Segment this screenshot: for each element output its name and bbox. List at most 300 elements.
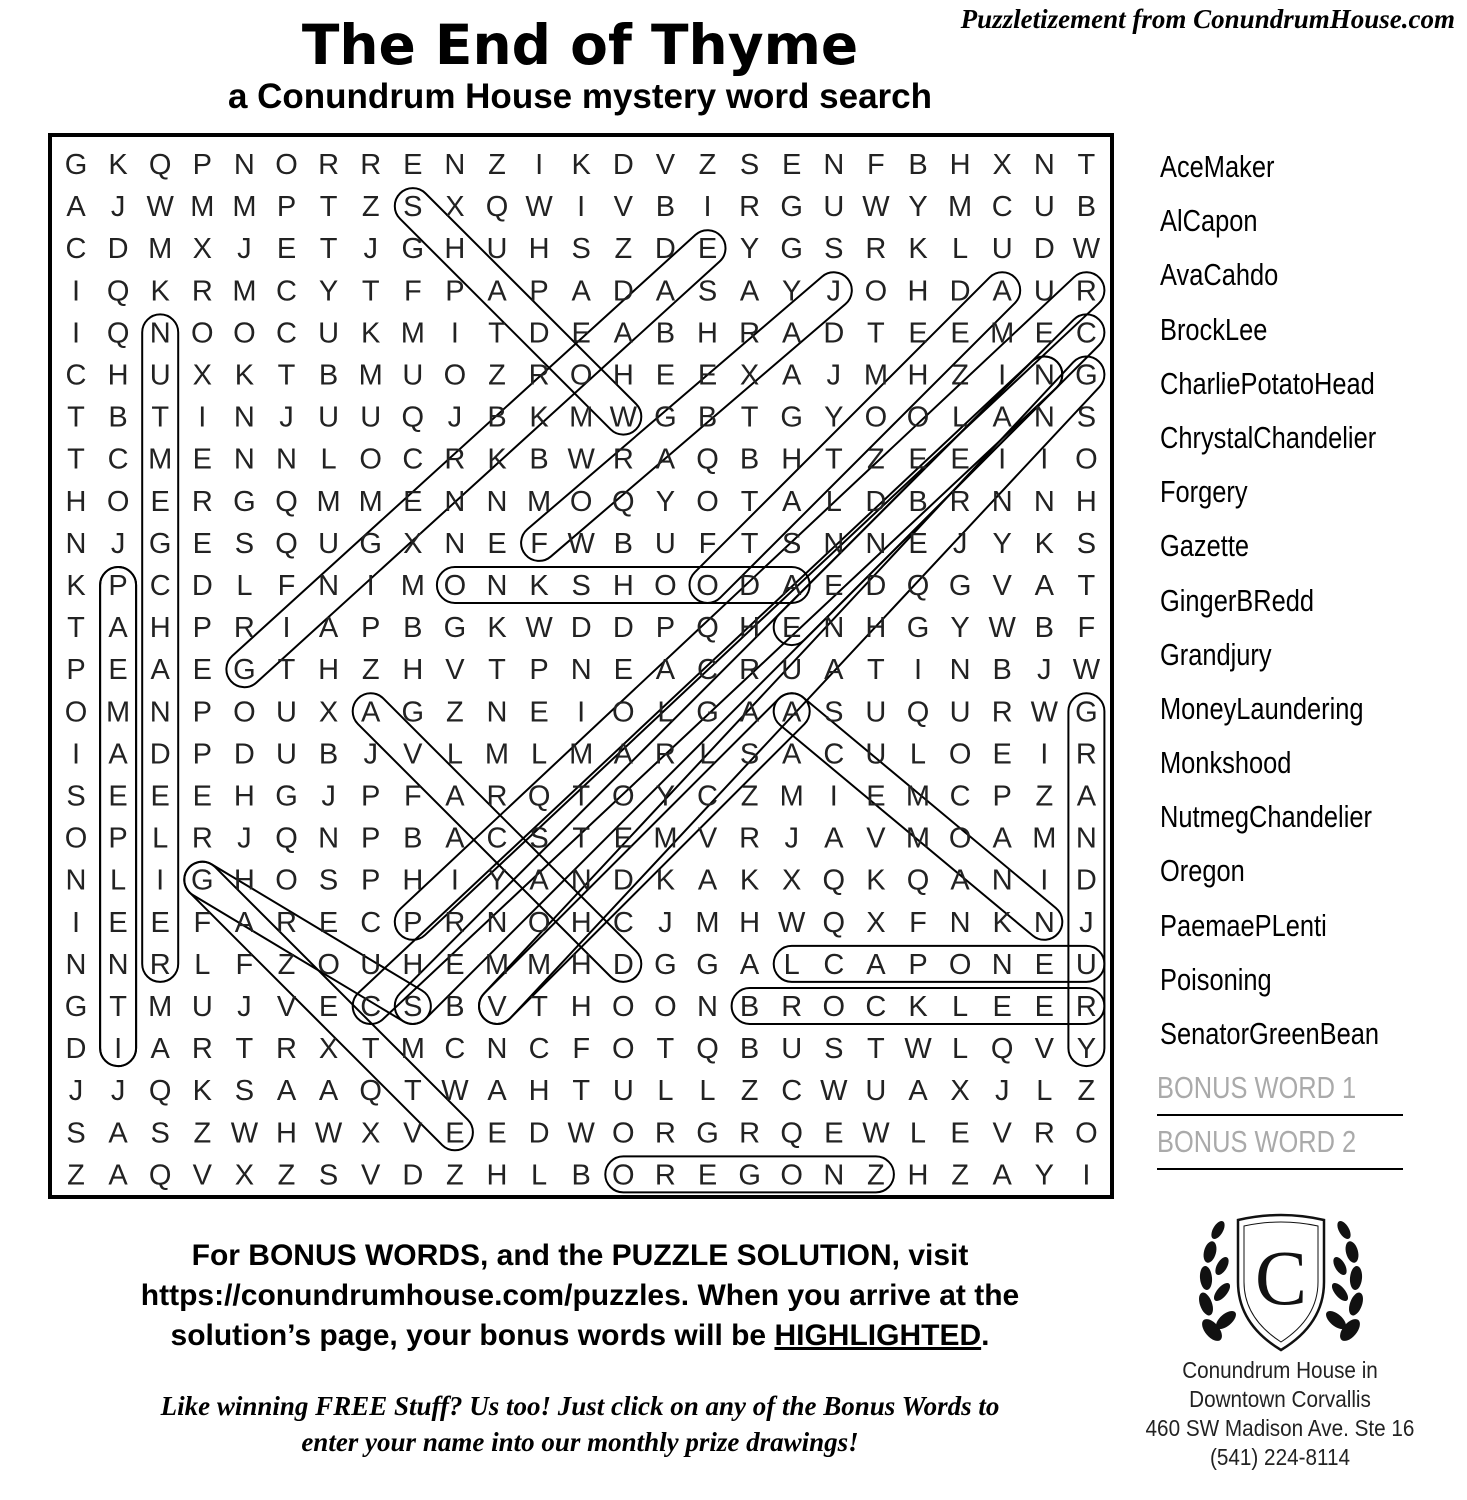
grid-letter[interactable]: T: [67, 401, 85, 434]
grid-letter[interactable]: A: [1076, 780, 1097, 813]
grid-letter[interactable]: U: [781, 1033, 803, 1066]
grid-letter[interactable]: N: [486, 570, 508, 602]
grid-letter[interactable]: I: [114, 1033, 123, 1066]
grid-letter[interactable]: J: [826, 275, 842, 308]
grid-letter[interactable]: T: [488, 654, 506, 687]
grid-letter[interactable]: E: [655, 359, 676, 392]
grid-letter[interactable]: B: [655, 191, 676, 224]
grid-letter[interactable]: E: [192, 527, 212, 560]
grid-letter[interactable]: L: [1036, 1075, 1053, 1108]
grid-letter[interactable]: E: [403, 149, 423, 181]
grid-letter[interactable]: C: [528, 1033, 550, 1066]
grid-letter[interactable]: H: [233, 780, 255, 813]
grid-letter[interactable]: D: [612, 612, 634, 645]
grid-letter[interactable]: N: [991, 864, 1013, 897]
grid-letter[interactable]: M: [905, 822, 931, 855]
grid-letter[interactable]: N: [1033, 906, 1055, 939]
grid-letter[interactable]: M: [148, 443, 173, 476]
grid-letter[interactable]: J: [237, 991, 252, 1023]
grid-letter[interactable]: I: [1040, 738, 1049, 771]
grid-letter[interactable]: D: [739, 570, 761, 602]
grid-letter[interactable]: Z: [361, 191, 380, 224]
grid-letter[interactable]: G: [696, 1117, 719, 1150]
grid-letter[interactable]: E: [529, 696, 549, 729]
grid-letter[interactable]: B: [318, 359, 339, 392]
grid-letter[interactable]: N: [233, 401, 255, 434]
grid-letter[interactable]: Q: [822, 864, 846, 897]
grid-letter[interactable]: Q: [822, 906, 846, 939]
grid-letter[interactable]: E: [824, 1117, 844, 1150]
grid-letter[interactable]: X: [192, 233, 212, 266]
grid-letter[interactable]: M: [779, 780, 804, 813]
grid-letter[interactable]: C: [149, 570, 171, 602]
grid-letter[interactable]: W: [230, 1117, 259, 1150]
grid-letter[interactable]: H: [276, 1117, 297, 1150]
grid-letter[interactable]: J: [110, 191, 126, 224]
grid-letter[interactable]: E: [571, 317, 591, 350]
grid-letter[interactable]: E: [318, 991, 339, 1023]
grid-letter[interactable]: P: [66, 654, 86, 687]
grid-letter[interactable]: T: [361, 275, 380, 308]
grid-letter[interactable]: D: [949, 275, 971, 308]
grid-letter[interactable]: H: [697, 317, 718, 350]
grid-letter[interactable]: Z: [446, 1159, 464, 1192]
grid-letter[interactable]: C: [486, 822, 508, 855]
grid-letter[interactable]: O: [64, 696, 88, 729]
grid-letter[interactable]: S: [403, 991, 423, 1023]
grid-letter[interactable]: Q: [148, 1075, 172, 1108]
grid-letter[interactable]: V: [487, 991, 507, 1023]
grid-letter[interactable]: D: [528, 1117, 550, 1150]
grid-letter[interactable]: K: [150, 275, 170, 308]
grid-letter[interactable]: E: [150, 780, 170, 813]
grid-letter[interactable]: W: [1030, 696, 1058, 729]
grid-letter[interactable]: O: [191, 317, 214, 350]
grid-letter[interactable]: M: [527, 948, 552, 981]
grid-letter[interactable]: J: [1079, 906, 1094, 939]
grid-letter[interactable]: O: [569, 359, 593, 392]
grid-letter[interactable]: W: [314, 1117, 343, 1150]
grid-letter[interactable]: L: [657, 696, 674, 729]
grid-letter[interactable]: K: [108, 149, 128, 181]
grid-letter[interactable]: A: [782, 317, 802, 350]
grid-letter[interactable]: R: [318, 149, 340, 181]
grid-letter[interactable]: V: [403, 738, 423, 771]
grid-letter[interactable]: S: [697, 275, 718, 308]
grid-letter[interactable]: M: [232, 191, 257, 224]
grid-letter[interactable]: N: [276, 443, 297, 476]
grid-letter[interactable]: A: [992, 1159, 1012, 1192]
grid-letter[interactable]: S: [739, 149, 760, 181]
grid-letter[interactable]: A: [782, 738, 802, 771]
grid-letter[interactable]: Q: [275, 485, 298, 518]
grid-letter[interactable]: R: [486, 780, 508, 813]
grid-letter[interactable]: H: [402, 864, 424, 897]
grid-letter[interactable]: E: [445, 948, 465, 981]
grid-letter[interactable]: Z: [867, 1159, 885, 1192]
grid-letter[interactable]: A: [318, 1075, 339, 1108]
grid-letter[interactable]: H: [907, 1159, 929, 1192]
grid-letter[interactable]: A: [950, 864, 970, 897]
grid-letter[interactable]: B: [108, 401, 128, 434]
grid-letter[interactable]: G: [275, 780, 298, 813]
grid-letter[interactable]: E: [908, 443, 928, 476]
grid-letter[interactable]: N: [1033, 401, 1055, 434]
grid-letter[interactable]: M: [148, 233, 173, 266]
grid-letter[interactable]: E: [192, 780, 212, 813]
grid-letter[interactable]: G: [233, 485, 256, 518]
grid-letter[interactable]: H: [781, 443, 803, 476]
grid-letter[interactable]: X: [361, 1117, 381, 1150]
grid-letter[interactable]: X: [992, 149, 1012, 181]
grid-letter[interactable]: D: [107, 233, 129, 266]
grid-letter[interactable]: D: [149, 738, 171, 771]
grid-letter[interactable]: O: [233, 696, 256, 729]
grid-letter[interactable]: H: [402, 948, 424, 981]
grid-letter[interactable]: K: [571, 149, 591, 181]
grid-letter[interactable]: N: [486, 1033, 508, 1066]
grid-letter[interactable]: E: [908, 527, 928, 560]
grid-letter[interactable]: A: [108, 1117, 128, 1150]
grid-letter[interactable]: U: [360, 948, 382, 981]
grid-letter[interactable]: H: [402, 654, 424, 687]
grid-letter[interactable]: E: [866, 780, 886, 813]
grid-letter[interactable]: X: [782, 864, 802, 897]
grid-letter[interactable]: Y: [655, 780, 676, 813]
grid-letter[interactable]: K: [908, 233, 928, 266]
grid-letter[interactable]: T: [867, 317, 885, 350]
grid-letter[interactable]: Z: [67, 1159, 85, 1192]
grid-letter[interactable]: H: [233, 864, 255, 897]
grid-letter[interactable]: H: [570, 991, 592, 1023]
grid-letter[interactable]: S: [571, 233, 591, 266]
grid-letter[interactable]: U: [149, 359, 171, 392]
grid-letter[interactable]: S: [66, 780, 86, 813]
grid-letter[interactable]: V: [192, 1159, 212, 1192]
grid-letter[interactable]: E: [1034, 991, 1054, 1023]
grid-letter[interactable]: R: [444, 443, 466, 476]
grid-letter[interactable]: D: [865, 570, 887, 602]
grid-letter[interactable]: R: [739, 654, 761, 687]
grid-letter[interactable]: L: [110, 864, 127, 897]
grid-letter[interactable]: D: [191, 570, 213, 602]
grid-letter[interactable]: C: [276, 317, 297, 350]
grid-letter[interactable]: Q: [906, 864, 930, 897]
grid-letter[interactable]: G: [948, 570, 972, 602]
grid-letter[interactable]: K: [192, 1075, 212, 1108]
grid-letter[interactable]: I: [703, 191, 712, 224]
grid-letter[interactable]: V: [1034, 1033, 1054, 1066]
grid-letter[interactable]: Q: [612, 485, 635, 518]
grid-letter[interactable]: D: [402, 1159, 424, 1192]
grid-letter[interactable]: M: [863, 359, 888, 392]
grid-letter[interactable]: W: [441, 1075, 469, 1108]
grid-letter[interactable]: Q: [696, 443, 719, 476]
grid-letter[interactable]: X: [445, 191, 465, 224]
grid-letter[interactable]: R: [191, 822, 213, 855]
grid-letter[interactable]: G: [401, 233, 425, 266]
grid-letter[interactable]: R: [739, 1117, 761, 1150]
grid-letter[interactable]: N: [823, 527, 845, 560]
grid-letter[interactable]: E: [697, 233, 718, 266]
grid-letter[interactable]: B: [739, 991, 760, 1023]
grid-letter[interactable]: U: [276, 738, 297, 771]
word-search-grid[interactable]: [48, 133, 1114, 1199]
grid-letter[interactable]: O: [948, 738, 972, 771]
grid-letter[interactable]: M: [358, 359, 383, 392]
grid-letter[interactable]: K: [1034, 527, 1054, 560]
grid-letter[interactable]: M: [1032, 822, 1057, 855]
grid-letter[interactable]: N: [318, 570, 340, 602]
grid-letter[interactable]: X: [318, 696, 339, 729]
grid-letter[interactable]: A: [697, 864, 718, 897]
grid-letter[interactable]: T: [277, 359, 296, 392]
grid-letter[interactable]: D: [612, 275, 634, 308]
grid-letter[interactable]: W: [820, 1075, 848, 1108]
grid-letter[interactable]: K: [234, 359, 255, 392]
grid-letter[interactable]: T: [67, 443, 85, 476]
grid-letter[interactable]: T: [572, 822, 591, 855]
grid-letter[interactable]: R: [149, 948, 171, 981]
grid-letter[interactable]: L: [236, 570, 253, 602]
grid-letter[interactable]: Q: [106, 275, 130, 308]
grid-letter[interactable]: E: [276, 233, 297, 266]
grid-letter[interactable]: Y: [318, 275, 339, 308]
grid-letter[interactable]: N: [1033, 359, 1055, 392]
grid-letter[interactable]: M: [232, 275, 257, 308]
grid-letter[interactable]: N: [444, 149, 466, 181]
grid-letter[interactable]: C: [360, 991, 382, 1023]
grid-letter[interactable]: W: [609, 401, 637, 434]
grid-letter[interactable]: E: [782, 149, 802, 181]
grid-letter[interactable]: N: [1075, 822, 1097, 855]
grid-letter[interactable]: C: [1075, 317, 1097, 350]
grid-letter[interactable]: A: [487, 275, 507, 308]
grid-letter[interactable]: Z: [614, 233, 633, 266]
grid-letter[interactable]: K: [992, 906, 1012, 939]
grid-letter[interactable]: R: [865, 233, 887, 266]
grid-letter[interactable]: P: [192, 696, 212, 729]
grid-letter[interactable]: R: [739, 822, 761, 855]
grid-letter[interactable]: T: [67, 612, 85, 645]
grid-letter[interactable]: V: [655, 149, 676, 181]
grid-letter[interactable]: T: [488, 317, 506, 350]
grid-letter[interactable]: G: [780, 233, 803, 266]
grid-letter[interactable]: Y: [950, 612, 970, 645]
grid-letter[interactable]: V: [445, 654, 465, 687]
grid-letter[interactable]: F: [403, 275, 422, 308]
grid-letter[interactable]: Y: [992, 527, 1012, 560]
grid-letter[interactable]: L: [952, 991, 969, 1023]
grid-letter[interactable]: N: [318, 822, 340, 855]
grid-letter[interactable]: T: [740, 527, 759, 560]
grid-letter[interactable]: M: [695, 906, 720, 939]
grid-letter[interactable]: W: [525, 191, 553, 224]
grid-letter[interactable]: A: [655, 275, 676, 308]
grid-letter[interactable]: J: [952, 527, 968, 560]
grid-letter[interactable]: S: [234, 1075, 255, 1108]
grid-letter[interactable]: U: [949, 696, 971, 729]
grid-letter[interactable]: O: [906, 401, 930, 434]
grid-letter[interactable]: R: [612, 443, 634, 476]
grid-letter[interactable]: T: [572, 780, 591, 813]
grid-letter[interactable]: O: [948, 948, 972, 981]
grid-letter[interactable]: K: [908, 991, 928, 1023]
grid-letter[interactable]: G: [780, 191, 803, 224]
grid-letter[interactable]: Q: [401, 401, 425, 434]
grid-letter[interactable]: A: [150, 1033, 170, 1066]
grid-letter[interactable]: I: [998, 359, 1007, 392]
grid-letter[interactable]: H: [739, 906, 761, 939]
grid-letter[interactable]: G: [654, 948, 677, 981]
grid-letter[interactable]: A: [824, 822, 844, 855]
grid-letter[interactable]: Z: [867, 443, 885, 476]
grid-letter[interactable]: F: [867, 149, 885, 181]
grid-letter[interactable]: E: [150, 906, 170, 939]
grid-letter[interactable]: V: [276, 991, 297, 1023]
grid-letter[interactable]: F: [277, 570, 296, 602]
grid-letter[interactable]: D: [612, 948, 634, 981]
grid-letter[interactable]: B: [487, 401, 507, 434]
grid-letter[interactable]: U: [1033, 191, 1055, 224]
grid-letter[interactable]: T: [530, 991, 548, 1023]
grid-letter[interactable]: P: [361, 612, 381, 645]
grid-letter[interactable]: S: [824, 696, 844, 729]
grid-letter[interactable]: H: [612, 359, 634, 392]
grid-letter[interactable]: I: [71, 317, 81, 350]
grid-letter[interactable]: E: [613, 654, 633, 687]
grid-letter[interactable]: J: [994, 1075, 1010, 1108]
grid-letter[interactable]: A: [529, 864, 549, 897]
grid-letter[interactable]: Y: [487, 864, 507, 897]
grid-letter[interactable]: A: [782, 485, 802, 518]
grid-letter[interactable]: U: [865, 1075, 887, 1108]
grid-letter[interactable]: P: [361, 864, 381, 897]
grid-letter[interactable]: O: [275, 864, 298, 897]
grid-letter[interactable]: Q: [990, 1033, 1014, 1066]
grid-letter[interactable]: N: [1033, 485, 1055, 518]
grid-letter[interactable]: Z: [698, 149, 717, 181]
grid-letter[interactable]: R: [654, 1159, 676, 1192]
grid-letter[interactable]: C: [949, 780, 971, 813]
grid-letter[interactable]: X: [234, 1159, 255, 1192]
grid-letter[interactable]: R: [276, 906, 297, 939]
grid-letter[interactable]: H: [528, 233, 550, 266]
letter-grid-svg[interactable]: [52, 137, 1110, 1195]
grid-letter[interactable]: B: [908, 485, 928, 518]
grid-letter[interactable]: T: [151, 401, 170, 434]
grid-letter[interactable]: A: [108, 612, 128, 645]
grid-letter[interactable]: P: [361, 780, 381, 813]
grid-letter[interactable]: A: [992, 822, 1012, 855]
grid-letter[interactable]: D: [823, 317, 845, 350]
grid-letter[interactable]: A: [571, 275, 591, 308]
grid-letter[interactable]: S: [318, 864, 339, 897]
grid-letter[interactable]: L: [194, 948, 211, 981]
grid-letter[interactable]: C: [360, 906, 382, 939]
grid-letter[interactable]: J: [68, 1075, 84, 1108]
grid-letter[interactable]: H: [949, 149, 971, 181]
grid-letter[interactable]: K: [739, 864, 760, 897]
grid-letter[interactable]: N: [107, 948, 129, 981]
grid-letter[interactable]: D: [1075, 864, 1097, 897]
grid-letter[interactable]: Z: [488, 359, 506, 392]
grid-letter[interactable]: H: [907, 275, 929, 308]
grid-letter[interactable]: C: [697, 654, 718, 687]
grid-letter[interactable]: R: [1075, 275, 1097, 308]
grid-letter[interactable]: E: [108, 906, 128, 939]
grid-letter[interactable]: L: [699, 1075, 716, 1108]
grid-letter[interactable]: U: [865, 738, 887, 771]
grid-letter[interactable]: E: [950, 443, 970, 476]
grid-letter[interactable]: P: [192, 738, 212, 771]
grid-letter[interactable]: H: [739, 612, 761, 645]
grid-letter[interactable]: P: [192, 149, 212, 181]
grid-letter[interactable]: R: [1033, 1117, 1055, 1150]
grid-letter[interactable]: G: [64, 149, 88, 181]
grid-letter[interactable]: W: [146, 191, 174, 224]
grid-letter[interactable]: M: [316, 485, 341, 518]
grid-letter[interactable]: J: [447, 401, 463, 434]
grid-letter[interactable]: D: [612, 149, 634, 181]
grid-letter[interactable]: V: [866, 822, 886, 855]
grid-letter[interactable]: E: [824, 570, 844, 602]
grid-letter[interactable]: A: [276, 1075, 297, 1108]
grid-letter[interactable]: M: [527, 485, 552, 518]
grid-letter[interactable]: E: [992, 738, 1012, 771]
grid-letter[interactable]: R: [739, 317, 761, 350]
grid-letter[interactable]: D: [233, 738, 255, 771]
grid-letter[interactable]: N: [444, 485, 466, 518]
grid-letter[interactable]: O: [106, 485, 130, 518]
grid-letter[interactable]: A: [655, 443, 676, 476]
grid-letter[interactable]: S: [1076, 527, 1097, 560]
grid-letter[interactable]: C: [107, 443, 129, 476]
grid-letter[interactable]: F: [1077, 612, 1096, 645]
grid-letter[interactable]: U: [318, 401, 340, 434]
grid-letter[interactable]: E: [697, 359, 718, 392]
grid-letter[interactable]: T: [361, 1033, 380, 1066]
grid-letter[interactable]: N: [570, 654, 592, 687]
grid-letter[interactable]: W: [567, 527, 595, 560]
grid-letter[interactable]: I: [71, 906, 81, 939]
grid-letter[interactable]: N: [486, 696, 508, 729]
grid-letter[interactable]: O: [612, 1033, 635, 1066]
grid-letter[interactable]: B: [403, 822, 423, 855]
grid-letter[interactable]: M: [148, 991, 173, 1023]
grid-letter[interactable]: Q: [696, 612, 719, 645]
grid-letter[interactable]: A: [108, 1159, 128, 1192]
grid-letter[interactable]: D: [654, 233, 676, 266]
grid-letter[interactable]: O: [569, 485, 593, 518]
grid-letter[interactable]: T: [319, 233, 338, 266]
grid-letter[interactable]: O: [696, 570, 719, 602]
grid-letter[interactable]: O: [64, 822, 88, 855]
grid-letter[interactable]: Y: [1076, 1033, 1097, 1066]
grid-letter[interactable]: E: [908, 317, 928, 350]
grid-letter[interactable]: Q: [359, 1075, 382, 1108]
grid-letter[interactable]: U: [191, 991, 213, 1023]
grid-letter[interactable]: N: [65, 948, 87, 981]
grid-letter[interactable]: N: [991, 948, 1013, 981]
grid-letter[interactable]: L: [531, 1159, 548, 1192]
grid-letter[interactable]: B: [739, 443, 760, 476]
grid-letter[interactable]: S: [150, 1117, 170, 1150]
grid-letter[interactable]: G: [906, 612, 930, 645]
grid-letter[interactable]: E: [950, 317, 970, 350]
grid-letter[interactable]: W: [525, 612, 553, 645]
grid-letter[interactable]: I: [450, 317, 459, 350]
